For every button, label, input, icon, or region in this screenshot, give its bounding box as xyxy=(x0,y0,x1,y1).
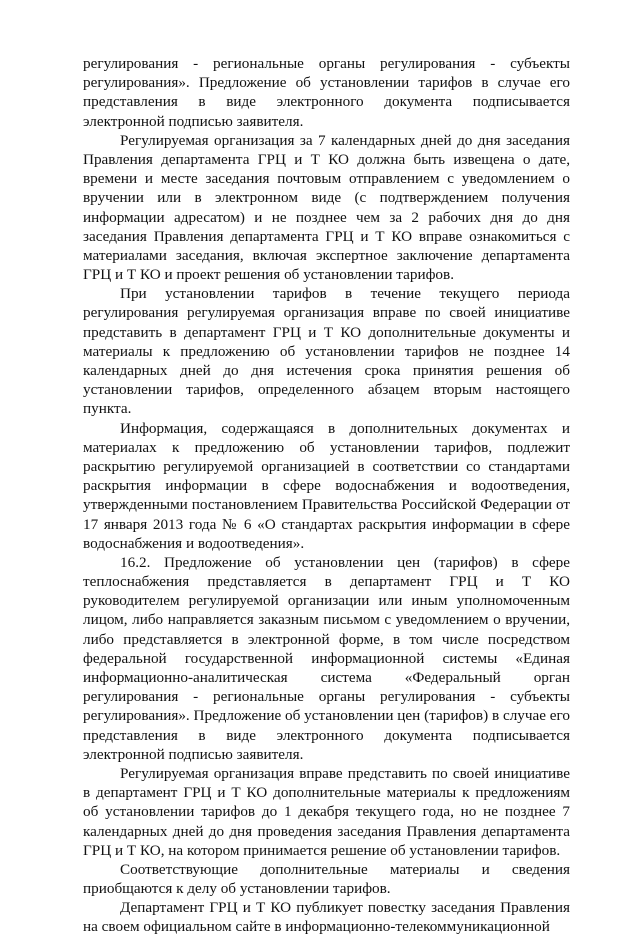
paragraph-16-2: 16.2. Предложение об установлении цен (тарифов) в сфере теплоснабжения представляется в департамент ГРЦ и Т КО руководителем регулируемой организации или иным уполномоченным лицом, либо направляется заказным письмом с уведомлением о вручении, либо представляется в электронной форме, в том числе посредством федеральной государственной информационной системы «Единая информационно-аналитическая система «Федеральный орган регулирования - региональные органы регулирования - субъекты регулирования». Предложение об установлении цен (тарифов) в случае его представления в виде электронного документа подписывается электронной подписью заявителя. xyxy=(83,553,570,763)
paragraph-disclosure: Информация, содержащаяся в дополнительных документах и материалах к предложению об установлении тарифов, подлежит раскрытию регулируемой организацией в соответствии со стандартами раскрытия информации в сфере водоснабжения и водоотведения, утвержденными постановлением Правительства Российской Федерации от 17 января 2013 года № 6 «О стандартах раскрытия информации в сфере водоснабжения и водоотведения». xyxy=(83,419,570,552)
paragraph-agenda-publication: Департамент ГРЦ и Т КО публикует повестку заседания Правления на своем официальном сайте в информационно-телекоммуникационной xyxy=(83,899,570,936)
document-body xyxy=(83,54,570,937)
paragraph-meeting-notice: Регулируемая организация за 7 календарных дней до дня заседания Правления департамента ГРЦ и Т КО должна быть извещена о дате, времени и месте заседания почтовым отправлением с уведомлением о вручении или в электронном виде (с подтверждением получения информации адресатом) и не позднее чем за 2 рабочих дня до дня заседания Правления департамента ГРЦ и Т КО вправе ознакомиться с материалами заседания, включая экспертное заключение департамента ГРЦ и Т КО и проект решения об установлении тарифов. xyxy=(83,131,570,284)
paragraph-additional-documents: При установлении тарифов в течение текущего периода регулирования регулируемая организация вправе по своей инициативе представить в департамент ГРЦ и Т КО дополнительные документы и материалы к предложению об установлении тарифов не позднее 14 календарных дней до дня истечения срока принятия решения об установлении тарифов, определенного абзацем вторым настоящего пункта. xyxy=(83,285,570,418)
paragraph-initiative-materials: Регулируемая организация вправе представить по своей инициативе в департамент ГРЦ и Т КО дополнительные материалы к предложениям об установлении тарифов до 1 декабря текущего года, но не позднее 7 календарных дней до дня проведения заседания Правления департамента ГРЦ и Т КО, на котором принимается решение об установлении тарифов. xyxy=(83,764,570,859)
paragraph-continuation: регулирования - региональные органы регулирования - субъекты регулирования». Предложение об установлении тарифов в случае его представления в виде электронного документа подписывается электронной подписью заявителя. xyxy=(83,55,570,130)
paragraph-attached-materials: Соответствующие дополнительные материалы и сведения приобщаются к делу об установлении тарифов. xyxy=(83,860,570,898)
